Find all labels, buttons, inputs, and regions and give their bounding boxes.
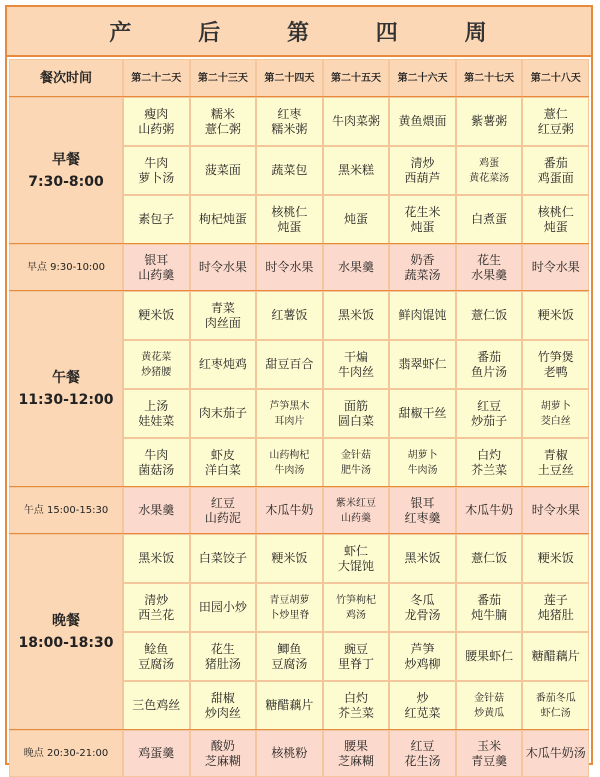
- menu-item: 黑米糕: [323, 146, 390, 195]
- menu-item: 牛肉 菌菇汤: [123, 438, 190, 487]
- menu-item: 枸杞炖蛋: [190, 195, 257, 244]
- meal-time-label: 晚餐 18:00-18:30: [9, 534, 123, 730]
- menu-item: 虾仁 大馄饨: [323, 534, 390, 583]
- menu-item: 时令水果: [190, 244, 257, 291]
- menu-item: 白煮蛋: [456, 195, 523, 244]
- menu-item: 芦笋 炒鸡柳: [389, 632, 456, 681]
- menu-item: 糖醋藕片: [522, 632, 589, 681]
- menu-item: 金针菇 炒黄瓜: [456, 681, 523, 730]
- menu-item: 糯米 薏仁粥: [190, 97, 257, 146]
- menu-item: 白灼 芥兰菜: [456, 438, 523, 487]
- day-header: 第二十六天: [389, 59, 456, 97]
- menu-item: 山药枸杞 牛肉汤: [256, 438, 323, 487]
- menu-item: 上汤 娃娃菜: [123, 389, 190, 438]
- menu-item: 素包子: [123, 195, 190, 244]
- menu-item: 红豆 花生汤: [389, 730, 456, 777]
- menu-item: 甜椒 炒肉丝: [190, 681, 257, 730]
- menu-item: 鸡蛋 黄花菜汤: [456, 146, 523, 195]
- menu-item: 红薯饭: [256, 291, 323, 340]
- menu-item: 红枣炖鸡: [190, 340, 257, 389]
- menu-item: 炒 红苋菜: [389, 681, 456, 730]
- menu-item: 糖醋藕片: [256, 681, 323, 730]
- menu-item: 清炒 西兰花: [123, 583, 190, 632]
- menu-item: 牛肉 萝卜汤: [123, 146, 190, 195]
- menu-table: [9, 59, 589, 768]
- menu-item: 红豆 炒茄子: [456, 389, 523, 438]
- menu-item: 水果羹: [123, 487, 190, 534]
- menu-item: 白菜饺子: [190, 534, 257, 583]
- menu-item: 奶香 蔬菜汤: [389, 244, 456, 291]
- menu-item: 腰果虾仁: [456, 632, 523, 681]
- menu-item: 红枣 糯米粥: [256, 97, 323, 146]
- day-header: 第二十七天: [456, 59, 523, 97]
- menu-item: 青菜 肉丝面: [190, 291, 257, 340]
- menu-item: 翡翠虾仁: [389, 340, 456, 389]
- day-header: 第二十八天: [522, 59, 589, 97]
- menu-item: 银耳 山药羹: [123, 244, 190, 291]
- menu-item: 核桃粉: [256, 730, 323, 777]
- menu-item: 蔬菜包: [256, 146, 323, 195]
- menu-item: 鲜肉馄饨: [389, 291, 456, 340]
- menu-item: 时令水果: [522, 487, 589, 534]
- menu-item: 胡萝卜 牛肉汤: [389, 438, 456, 487]
- menu-item: 紫薯粥: [456, 97, 523, 146]
- menu-item: 清炒 西葫芦: [389, 146, 456, 195]
- menu-item: 鸡蛋羹: [123, 730, 190, 777]
- title-char: 产: [109, 20, 134, 46]
- menu-item: 水果羹: [323, 244, 390, 291]
- menu-item: 黑米饭: [123, 534, 190, 583]
- menu-item: 薏仁饭: [456, 291, 523, 340]
- menu-item: 薏仁 红豆粥: [522, 97, 589, 146]
- menu-item: 白灼 芥兰菜: [323, 681, 390, 730]
- menu-item: 番茄冬瓜 虾仁汤: [522, 681, 589, 730]
- menu-item: 玉米 青豆羹: [456, 730, 523, 777]
- snack-time-label: 午点 15:00-15:30: [9, 487, 123, 534]
- menu-item: 酸奶 芝麻糊: [190, 730, 257, 777]
- snack-time-label: 晚点 20:30-21:00: [9, 730, 123, 777]
- menu-item: 莲子 炖猪肚: [522, 583, 589, 632]
- menu-item: 番茄 鱼片汤: [456, 340, 523, 389]
- menu-item: 炖蛋: [323, 195, 390, 244]
- menu-item: 田园小炒: [190, 583, 257, 632]
- menu-item: 银耳 红枣羹: [389, 487, 456, 534]
- menu-item: 木瓜牛奶: [456, 487, 523, 534]
- menu-item: 青椒 土豆丝: [522, 438, 589, 487]
- meal-time-label: 午餐 11:30-12:00: [9, 291, 123, 487]
- title-char: 后: [198, 20, 223, 46]
- day-header: 第二十四天: [256, 59, 323, 97]
- menu-item: 花生米 炖蛋: [389, 195, 456, 244]
- menu-item: 粳米饭: [522, 291, 589, 340]
- menu-item: 鲶鱼 豆腐汤: [123, 632, 190, 681]
- menu-item: 干煸 牛肉丝: [323, 340, 390, 389]
- menu-item: 粳米饭: [256, 534, 323, 583]
- menu-item: 肉末茄子: [190, 389, 257, 438]
- menu-item: 甜豆百合: [256, 340, 323, 389]
- menu-item: 黄花菜 炒猪腰: [123, 340, 190, 389]
- menu-item: 木瓜牛奶汤: [522, 730, 589, 777]
- snack-time-label: 早点 9:30-10:00: [9, 244, 123, 291]
- menu-item: 时令水果: [522, 244, 589, 291]
- menu-item: 腰果 芝麻糊: [323, 730, 390, 777]
- menu-item: 黄鱼煨面: [389, 97, 456, 146]
- menu-item: 粳米饭: [123, 291, 190, 340]
- header-label: 餐次时间: [9, 59, 123, 97]
- menu-item: 核桃仁 炖蛋: [256, 195, 323, 244]
- menu-item: 菠菜面: [190, 146, 257, 195]
- menu-item: 黑米饭: [323, 291, 390, 340]
- menu-item: 芦笋黑木 耳肉片: [256, 389, 323, 438]
- menu-item: 胡萝卜 茭白丝: [522, 389, 589, 438]
- title-char: 第: [286, 20, 311, 46]
- menu-item: 粳米饭: [522, 534, 589, 583]
- menu-item: 甜椒干丝: [389, 389, 456, 438]
- menu-item: 时令水果: [256, 244, 323, 291]
- menu-item: 核桃仁 炖蛋: [522, 195, 589, 244]
- menu-item: 木瓜牛奶: [256, 487, 323, 534]
- menu-item: 紫米红豆 山药羹: [323, 487, 390, 534]
- weekly-menu-sheet: [5, 5, 593, 768]
- menu-item: 金针菇 肥牛汤: [323, 438, 390, 487]
- menu-item: 花生 水果羹: [456, 244, 523, 291]
- menu-item: 豌豆 里脊丁: [323, 632, 390, 681]
- menu-item: 番茄 炖牛腩: [456, 583, 523, 632]
- menu-item: 牛肉菜粥: [323, 97, 390, 146]
- day-header: 第二十三天: [190, 59, 257, 97]
- menu-title: [7, 7, 591, 57]
- menu-item: 鲫鱼 豆腐汤: [256, 632, 323, 681]
- menu-item: 竹笋煲 老鸭: [522, 340, 589, 389]
- menu-item: 冬瓜 龙骨汤: [389, 583, 456, 632]
- meal-time-label: 早餐 7:30-8:00: [9, 97, 123, 244]
- menu-item: 番茄 鸡蛋面: [522, 146, 589, 195]
- title-char: 周: [464, 20, 489, 46]
- day-header: 第二十二天: [123, 59, 190, 97]
- menu-item: 虾皮 洋白菜: [190, 438, 257, 487]
- menu-item: 竹笋枸杞 鸡汤: [323, 583, 390, 632]
- menu-item: 黑米饭: [389, 534, 456, 583]
- menu-item: 瘦肉 山药粥: [123, 97, 190, 146]
- menu-item: 花生 猪肚汤: [190, 632, 257, 681]
- menu-item: 青豆胡萝 卜炒里脊: [256, 583, 323, 632]
- menu-item: 红豆 山药泥: [190, 487, 257, 534]
- title-char: 四: [375, 20, 400, 46]
- menu-item: 三色鸡丝: [123, 681, 190, 730]
- menu-item: 面筋 圆白菜: [323, 389, 390, 438]
- menu-item: 薏仁饭: [456, 534, 523, 583]
- day-header: 第二十五天: [323, 59, 390, 97]
